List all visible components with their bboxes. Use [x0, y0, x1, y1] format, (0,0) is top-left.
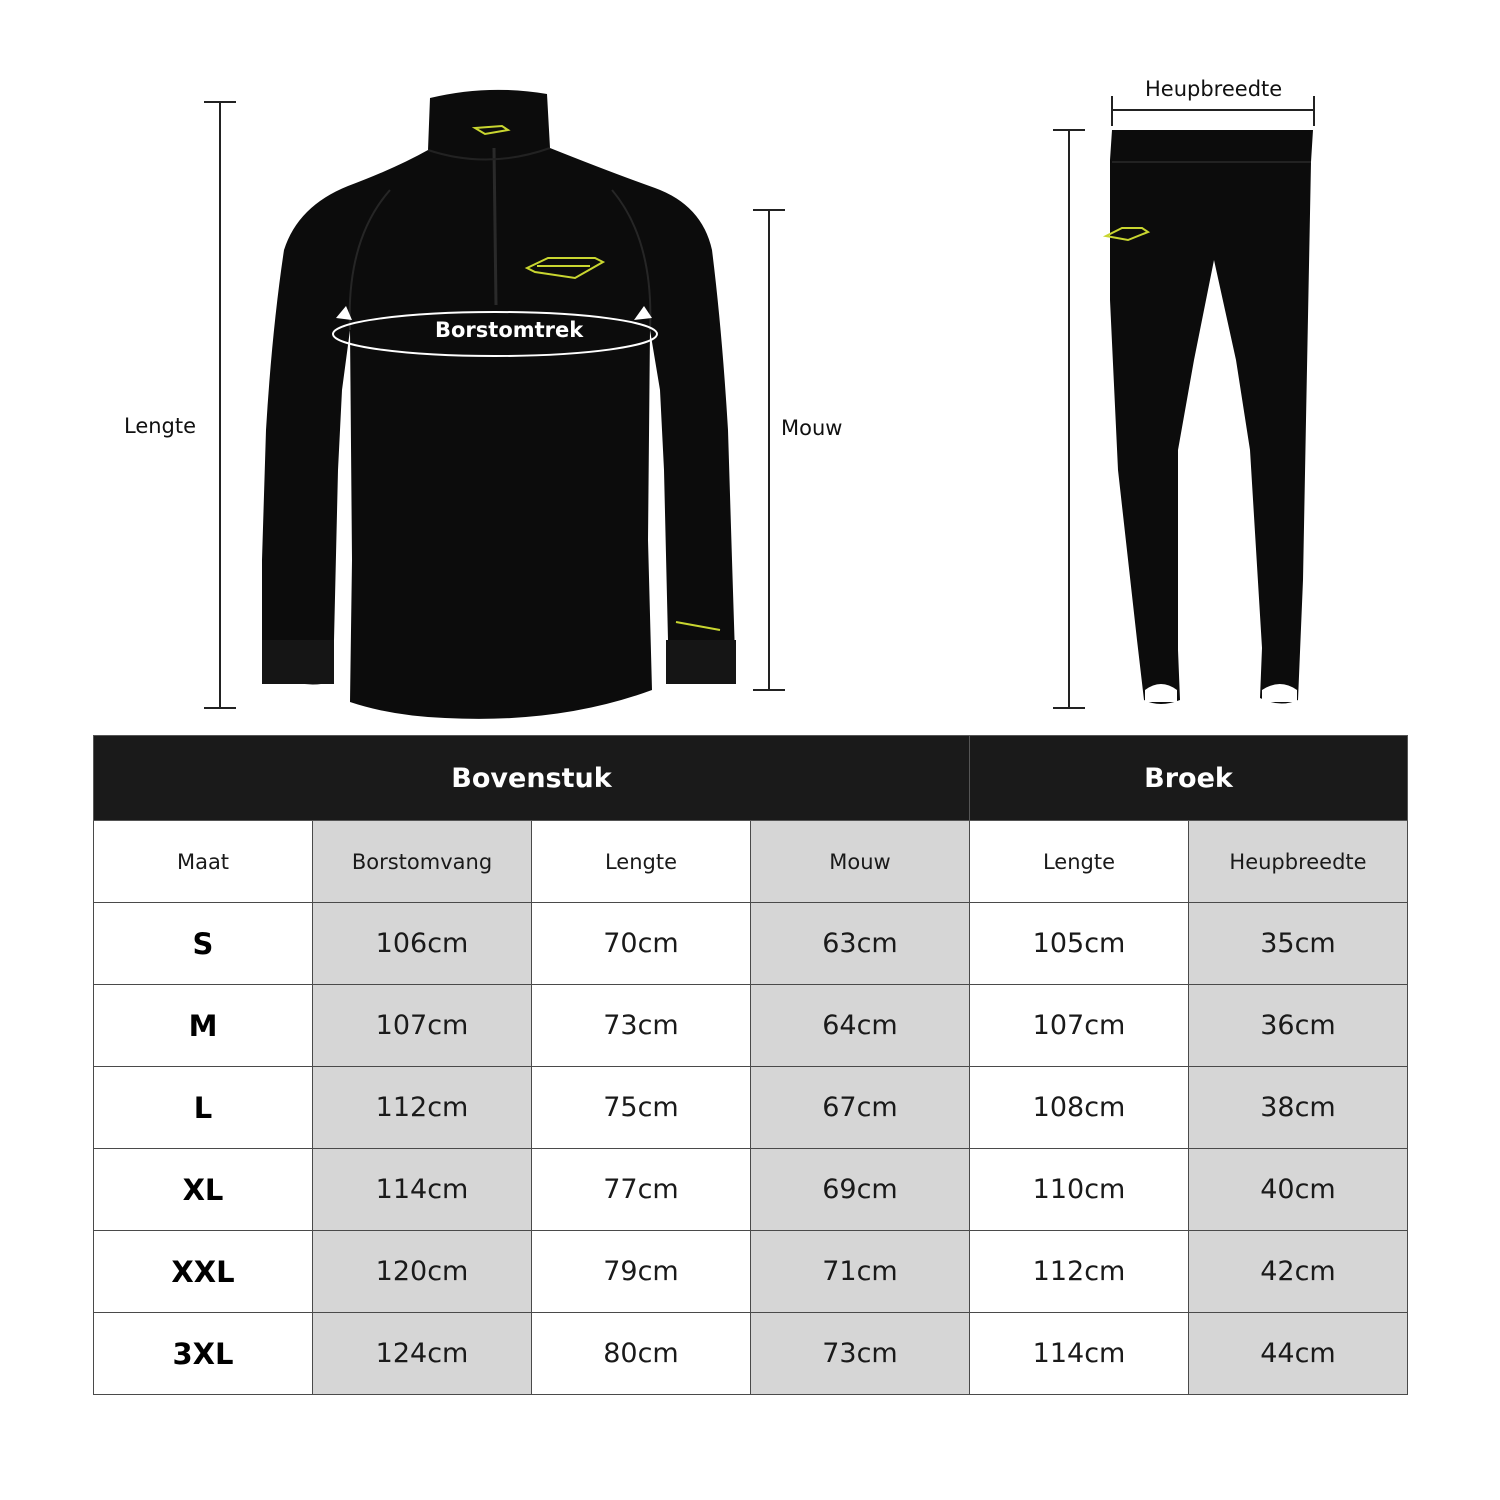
sleeve-cell: 71cm: [751, 1231, 970, 1313]
length-cell: 80cm: [532, 1313, 751, 1395]
header-size: Maat: [94, 821, 313, 903]
length-cell: 70cm: [532, 903, 751, 985]
length-cell: 79cm: [532, 1231, 751, 1313]
group-top-header: Bovenstuk: [94, 736, 970, 821]
table-row: [94, 985, 1408, 1067]
sleeve-cell: 63cm: [751, 903, 970, 985]
length-dimension-line: [204, 102, 236, 708]
chest-cell: 124cm: [313, 1313, 532, 1395]
header-length: Lengte: [532, 821, 751, 903]
length-cell: 77cm: [532, 1149, 751, 1231]
table-row: [94, 1067, 1408, 1149]
hip-width-label: Heupbreedte: [1145, 77, 1283, 101]
chest-cell: 112cm: [313, 1067, 532, 1149]
length-label: Lengte: [124, 414, 197, 438]
chest-cell: 114cm: [313, 1149, 532, 1231]
size-cell: 3XL: [94, 1313, 313, 1395]
length-cell: 73cm: [532, 985, 751, 1067]
garment-figure: [0, 0, 1500, 730]
pants-length-cell: 108cm: [970, 1067, 1189, 1149]
sleeve-label: Mouw: [781, 416, 843, 440]
hip-cell: 44cm: [1189, 1313, 1408, 1395]
sleeve-cell: 69cm: [751, 1149, 970, 1231]
header-sleeve: Mouw: [751, 821, 970, 903]
chest-label: Borstomtrek: [435, 318, 584, 342]
table-row: [94, 1231, 1408, 1313]
pants-length-dimension-line: [1053, 130, 1085, 708]
sleeve-cell: 73cm: [751, 1313, 970, 1395]
size-cell: M: [94, 985, 313, 1067]
group-header-row: [94, 736, 1408, 821]
table-row: [94, 1313, 1408, 1395]
pants-length-cell: 114cm: [970, 1313, 1189, 1395]
sleeve-dimension-line: [753, 210, 785, 690]
size-cell: S: [94, 903, 313, 985]
header-hip: Heupbreedte: [1189, 821, 1408, 903]
sleeve-cell: 67cm: [751, 1067, 970, 1149]
length-cell: 75cm: [532, 1067, 751, 1149]
hip-cell: 42cm: [1189, 1231, 1408, 1313]
pants-length-cell: 112cm: [970, 1231, 1189, 1313]
hip-cell: 35cm: [1189, 903, 1408, 985]
pants-illustration: [1106, 130, 1313, 704]
column-header-row: [94, 821, 1408, 903]
table-row: [94, 1149, 1408, 1231]
header-pants-length: Lengte: [970, 821, 1189, 903]
hip-cell: 38cm: [1189, 1067, 1408, 1149]
group-pants-header: Broek: [970, 736, 1408, 821]
size-cell: L: [94, 1067, 313, 1149]
sleeve-cell: 64cm: [751, 985, 970, 1067]
sweater-illustration: [262, 90, 736, 719]
size-cell: XL: [94, 1149, 313, 1231]
pants-length-cell: 105cm: [970, 903, 1189, 985]
hip-cell: 36cm: [1189, 985, 1408, 1067]
garment-illustration: [0, 0, 1500, 730]
size-chart-table: [93, 735, 1408, 1395]
pants-length-cell: 110cm: [970, 1149, 1189, 1231]
hip-cell: 40cm: [1189, 1149, 1408, 1231]
table-row: [94, 903, 1408, 985]
chest-cell: 107cm: [313, 985, 532, 1067]
pants-length-cell: 107cm: [970, 985, 1189, 1067]
header-chest: Borstomvang: [313, 821, 532, 903]
chest-cell: 120cm: [313, 1231, 532, 1313]
size-cell: XXL: [94, 1231, 313, 1313]
chest-cell: 106cm: [313, 903, 532, 985]
